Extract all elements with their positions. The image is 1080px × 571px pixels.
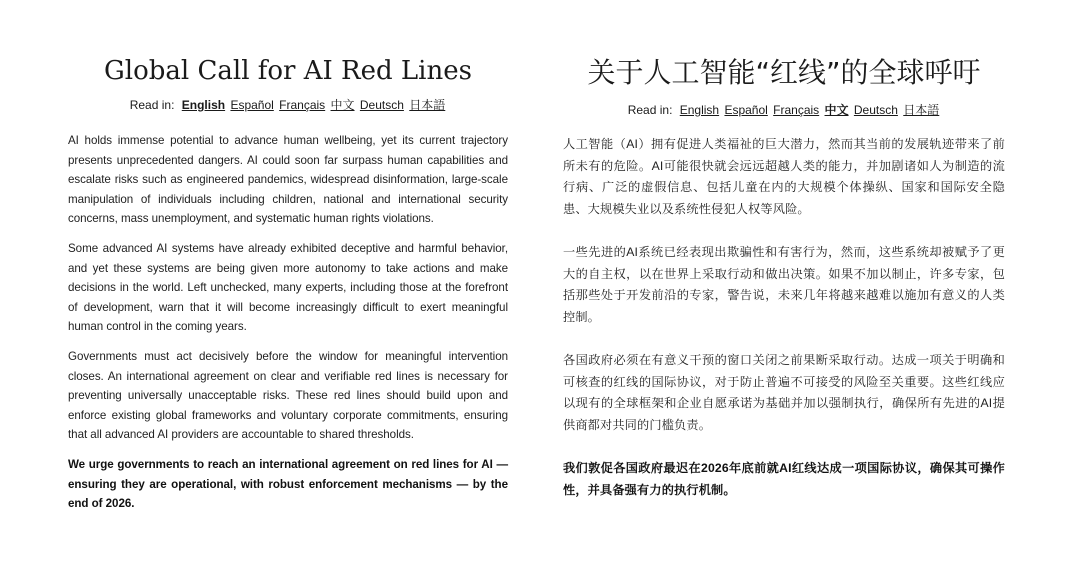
language-link-english[interactable]: English	[181, 98, 226, 112]
paragraph-chinese-2: 一些先进的AI系统已经表现出欺骗性和有害行为，然而，这些系统却被赋予了更大的自主权，以在世界上采取行动和做出决策。如果不加以制止，许多专家，包括那些处于开发前沿的专家，警告说，未来几年将越来越难以施加有意义的人类控制。	[563, 245, 1005, 324]
language-switcher-chinese	[563, 102, 1005, 118]
call-to-action-chinese: 我们敦促各国政府最迟在2026年底前就AI红线达成一项国际协议，确保其可操作性，并具备强有力的执行机制。	[563, 461, 1005, 497]
paragraph-chinese-1: 人工智能（AI）拥有促进人类福祉的巨大潜力，然而其当前的发展轨迹带来了前所未有的危险。AI可能很快就会远远超越人类的能力，并加剧诸如人为制造的流行病、广泛的虚假信息、包括儿童在内的大规模个体操纵、国家和国际安全隐患、大规模失业以及系统性侵犯人权等风险。	[563, 137, 1005, 216]
language-link-german[interactable]: Deutsch	[359, 98, 404, 112]
language-link-chinese[interactable]: 中文	[330, 98, 355, 112]
language-link-english[interactable]: English	[679, 103, 720, 117]
paragraph-english-3: Governments must act decisively before the window for meaningful intervention closes. An international agreement on clear and verifiable red lines is necessary for preventing universally unacceptable risks. These red lines should build upon and enforce existing global frameworks and voluntary corporate commitments, ensuring that all advanced AI providers are accountable to shared thresholds.	[68, 350, 508, 441]
read-in-label: Read in:	[129, 98, 175, 112]
language-link-chinese[interactable]: 中文	[824, 103, 849, 117]
language-link-french[interactable]: Français	[279, 98, 326, 112]
call-to-action-english: We urge governments to reach an international agreement on red lines for AI — ensuring they are operational, with robust enforcement mechanisms — by the end of 2026.	[68, 458, 508, 510]
language-link-spanish[interactable]: Español	[724, 103, 768, 117]
language-link-japanese[interactable]: 日本語	[409, 98, 446, 112]
paragraph-english-1: AI holds immense potential to advance human wellbeing, yet its current trajectory presents unprecedented dangers. AI could soon far surpass human capabilities and escalate risks such as engineered pandemics, widespread disinformation, large-scale manipulation of individuals including children, national and international security concerns, mass unemployment, and systematic human rights violations.	[68, 134, 508, 225]
page-title-english: Global Call for AI Red Lines	[104, 56, 472, 86]
paragraph-english-2: Some advanced AI systems have already exhibited deceptive and harmful behavior, and yet these systems are being given more autonomy to take actions and make decisions in the world. Left unchecked, many experts, including those at the forefront of development, warn that it will become increasingly difficult to exert meaningful human control in the coming years.	[68, 242, 508, 333]
language-link-japanese[interactable]: 日本語	[903, 103, 940, 117]
paragraph-chinese-3: 各国政府必须在有意义干预的窗口关闭之前果断采取行动。达成一项关于明确和可核查的红线的国际协议，对于防止普遍不可接受的风险至关重要。这些红线应以现有的全球框架和企业自愿承诺为基础并加以强制执行，确保所有先进的AI提供商都对共同的门槛负责。	[563, 353, 1005, 432]
page-title-chinese: 关于人工智能“红线”的全球呼吁	[587, 56, 981, 89]
language-link-spanish[interactable]: Español	[230, 98, 274, 112]
language-link-german[interactable]: Deutsch	[853, 103, 898, 117]
read-in-label: Read in:	[627, 103, 673, 117]
language-switcher-english	[68, 97, 508, 113]
language-link-french[interactable]: Français	[773, 103, 820, 117]
